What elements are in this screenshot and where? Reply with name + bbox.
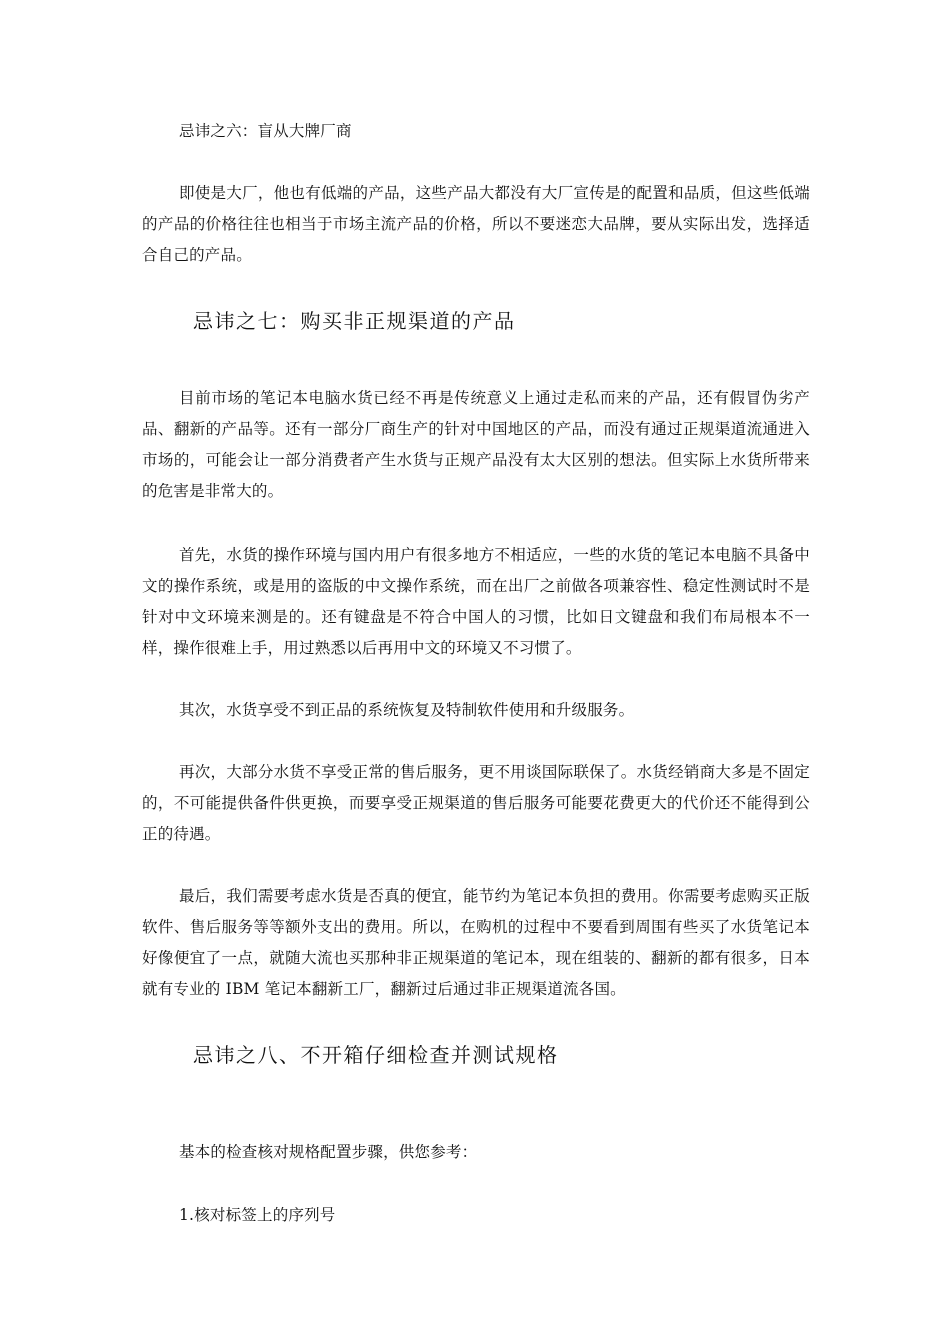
section-seven-paragraph-3: 其次，水货享受不到正品的系统恢复及特制软件使用和升级服务。 [179, 701, 635, 719]
section-seven-paragraph-5: 最后，我们需要考虑水货是否真的便宜，能节约为笔记本负担的费用。你需要考虑购买正版软件、售后服务等等额外支出的费用。所以，在购机的过程中不要看到周围有些买了水货笔记本好像便宜了一点，就随大流也买那种非正规渠道的笔记本，现在组装的、翻新的都有很多，日本就有专业的 IBM 笔记本翻新工厂，翻新过后通过非正规渠道流各国。 [142, 887, 810, 998]
section-six-title: 忌讳之六：盲从大牌厂商 [179, 122, 352, 140]
section-seven-paragraph-4: 再次，大部分水货不享受正常的售后服务，更不用谈国际联保了。水货经销商大多是不固定的，不可能提供备件供更换，而要享受正规渠道的售后服务可能要花费更大的代价还不能得到公正的待遇。 [142, 763, 810, 843]
section-eight-heading: 忌讳之八、不开箱仔细检查并测试规格 [193, 1043, 559, 1067]
section-seven-paragraph-2: 首先，水货的操作环境与国内用户有很多地方不相适应，一些的水货的笔记本电脑不具备中文的操作系统，或是用的盗版的中文操作系统，而在出厂之前做各项兼容性、稳定性测试时不是针对中文环境来测是的。还有键盘是不符合中国人的习惯，比如日文键盘和我们布局根本不一样，操作很难上手，用过熟悉以后再用中文的环境又不习惯了。 [142, 546, 810, 657]
section-seven-heading: 忌讳之七：购买非正规渠道的产品 [193, 309, 516, 333]
section-eight-paragraph: 基本的检查核对规格配置步骤，供您参考： [179, 1143, 478, 1161]
section-eight-step-1: 1.核对标签上的序列号 [179, 1206, 336, 1224]
section-seven-paragraph-1: 目前市场的笔记本电脑水货已经不再是传统意义上通过走私而来的产品，还有假冒伪劣产品、翻新的产品等。还有一部分厂商生产的针对中国地区的产品，而没有通过正规渠道流通进入市场的，可能会让一部分消费者产生水货与正规产品没有太大区别的想法。但实际上水货所带来的危害是非常大的。 [142, 389, 810, 500]
section-six-paragraph: 即使是大厂，他也有低端的产品，这些产品大都没有大厂宣传是的配置和品质，但这些低端的产品的价格往往也相当于市场主流产品的价格，所以不要迷恋大品牌，要从实际出发，选择适合自己的产品。 [142, 184, 810, 264]
